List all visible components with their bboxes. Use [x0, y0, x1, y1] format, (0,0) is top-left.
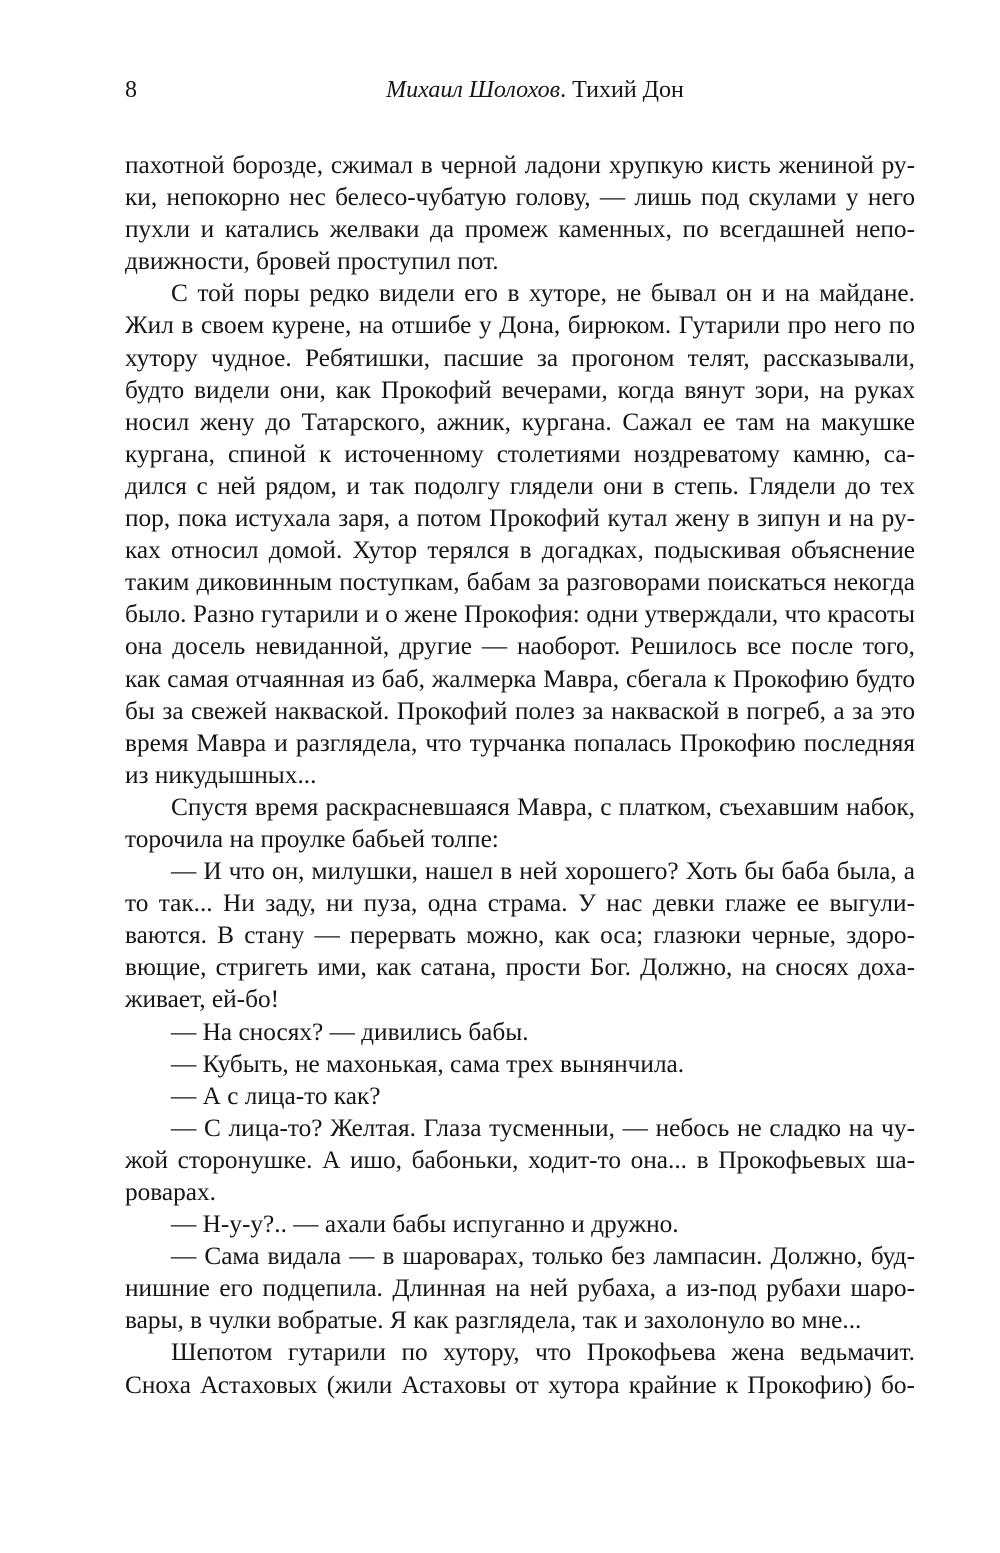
- dialogue-line: — На сносях? — дивились бабы.: [171, 1017, 529, 1046]
- title-separator: .: [560, 77, 567, 103]
- paragraph-continues: Шепотом гутарили по хутору, что Прокофьева жена ведьмачит. Сноха Астаховых (жили Астаховы от хутора крайние к Прокофию) бо-: [125, 1338, 915, 1399]
- book-title: [125, 74, 915, 106]
- paragraph: С той поры редко видели его в хуторе, не бывал он и на майдане. Жил в своем курене, на отшибе у Дона, бирюком. Гутарили про него по хутору чудное. Ребятишки, пасшие за прогоном телят, рассказывали, будто видели они, как Прокофий вечерами, когда вянут зори, на руках носил жену до Татарского, ажник, кургана. Сажал ее там на макушке кургана, спиной к источенному столетиями ноздреватому камню, садился с ней рядом, и так подолгу глядели они в степь. Глядели до тех пор, пока истухала заря, а потом Прокофий кутал жену в зипун и на руках относил домой. Хутор терялся в догадках, подыскивая объяснение таким диковинным поступкам, бабам за разговорами поискаться некогда было. Разно гутарили и о жене Прокофия: одни утверждали, что красоты она досель невиданной, другие — наоборот. Решилось все после того, как самая отчаянная из баб, жалмерка Мавра, сбегала к Прокофию будто бы за свежей накваской. Прокофий полез за накваской в погреб, а за это время Мавра и разглядела, что турчанка попалась Прокофию последняя из никудышных...: [125, 279, 915, 789]
- main-text: [125, 149, 915, 1401]
- dialogue-line: — С лица-то? Желтая. Глаза тусменныи, — небось не сладко на чужой сторонушке. А ишо, бабоньки, ходит-то она... в Прокофьевых шароварах.: [125, 1113, 915, 1206]
- dialogue-line: — Н-у-у?.. — ахали бабы испуганно и дружно.: [171, 1210, 679, 1239]
- paragraph: Спустя время раскрасневшаяся Мавра, с платком, съехавшим набок, торочила на проулке бабьей толпе:: [125, 792, 915, 853]
- dialogue-line: — Сама видала — в шароварах, только без лампасин. Должно, буднишние его подцепила. Длинная на ней рубаха, а из-под рубахи шаровары, в чулки вобратые. Я как разглядела, так и захолонуло во мне...: [125, 1242, 915, 1335]
- dialogue-line: — А с лица-то как?: [171, 1081, 381, 1110]
- paragraph-continued: пахотной борозде, сжимал в черной ладони хрупкую кисть жениной руки, непокорно нес белесо-чубатую голову, — лишь под скулами у него пухли и катались желваки да промеж каменных, по всегдашней неподвижности, бровей проступил пот.: [125, 151, 915, 276]
- page-number: 8: [125, 77, 137, 103]
- running-head: [125, 74, 915, 106]
- dialogue-line: — Кубыть, не махонькая, сама трех вынянчила.: [171, 1049, 685, 1078]
- work-title: Тихий Дон: [572, 77, 684, 103]
- author-name: Михаил Шолохов: [386, 77, 561, 103]
- dialogue-line: — И что он, милушки, нашел в ней хорошего? Хоть бы баба была, а то так... Ни заду, ни пуза, одна страма. У нас девки глаже ее выгуливаются. В стану — перервать можно, как оса; глазюки черные, здоровющие, стригеть ими, как сатана, прости Бог. Должно, на сносях дохаживает, ей-бо!: [125, 857, 915, 1014]
